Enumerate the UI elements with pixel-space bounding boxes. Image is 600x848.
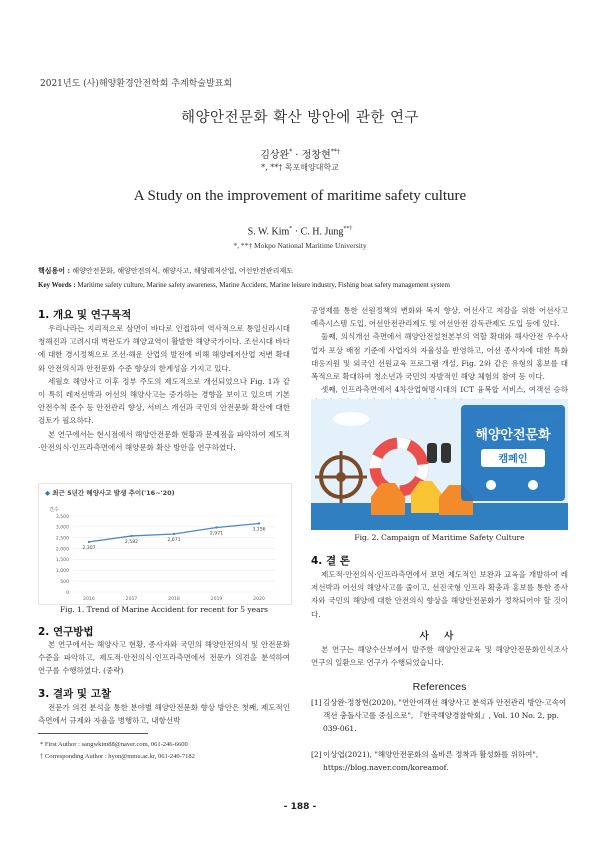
paragraph: 세월호 해양사고 이후 정부 주도의 제도적으로 개선되었으나 Fig. 1과 같이 특히 레저선박과 어선의 해양사고는 증가하는 경향을 보이고 있으며 기본안전수칙 준수 등 안전관리 향상, 서비스 개선과 국민의 안전문화 확산에 대한 검토가 필요하다. [38, 376, 290, 426]
author-1-en: S. W. Kim [247, 226, 290, 238]
y-tick-label: 2,000 [55, 547, 69, 553]
section-3-heading: 3. 결과 및 고찰 [38, 688, 111, 700]
acknowledgement-body [311, 643, 568, 669]
reference-item [311, 696, 568, 735]
life-jacket-icon [371, 481, 473, 515]
keywords-ko [38, 266, 293, 276]
banner-subtitle: 캠페인 [498, 454, 528, 465]
y-tick-label: 2,500 [55, 536, 69, 542]
section-1-heading: 1. 개요 및 연구목적 [38, 309, 132, 321]
paragraph: 공영제를 통한 선원정책의 변화와 복지 향상, 어선사고 저감을 위한 어선사고 예측시스템 도입, 어선안전관리제도 및 어선안전 감독관제도 도입 등에 있다. [311, 306, 568, 329]
acknowledgement-heading: 사 사 [419, 631, 460, 642]
paragraph: 본 연구에서는 현시점에서 해양안전문화 현황과 문제점을 파악하여 제도적·안전의식·인프라측면에서 해양문화 확산 방안을 연구하였다. [38, 429, 290, 452]
keywords-en-label: Key Words : [38, 281, 76, 289]
data-label: 2,582 [124, 539, 139, 545]
banner-title: 해양안전문화 [475, 428, 551, 443]
reference-text: 김상완·정창현(2020), "연안여객선 해양사고 분석과 안전관리 방안-고속여객선 충돌사고를 중심으로", 『한국해양경찰학회』, Vol. 10 No. 2, pp. 039-061. [323, 698, 567, 733]
y-tick-label: 0 [66, 590, 69, 596]
figure-1-caption: Fig. 1. Trend of Marine Accident for recent for 5 years [59, 605, 269, 614]
footnote-first-author: * First Author : sangwkim88@naver.com, 061-246-6600 [40, 741, 188, 748]
line-chart-svg [39, 484, 291, 604]
x-tick-label: 2016 [83, 597, 95, 602]
korean-title: 해양안전문화 확산 방안에 관한 연구 [180, 110, 420, 126]
section-3-body [38, 701, 290, 727]
ministry-logo-icon [486, 480, 496, 490]
reference-number: [2] [311, 750, 322, 759]
korean-authors [0, 146, 600, 161]
author-2: 정창현 [301, 150, 331, 161]
data-point [258, 522, 260, 524]
y-tick-label: 3,000 [55, 525, 69, 531]
data-label: 2,671 [167, 538, 181, 544]
figure-1-chart [38, 483, 292, 605]
data-point [130, 535, 132, 537]
data-point [173, 533, 175, 535]
paragraph: 셋째, 인프라측면에서 4차산업혁명시대의 ICT 융복합 서비스, 여객선 승하 [321, 385, 568, 395]
reference-text: 이상엽(2021), "해양안전문화의 올바른 정착과 활성화를 위하여", https://blog.naver.com/koreamof. [323, 750, 539, 772]
section-3-body-continued [311, 304, 568, 410]
english-authors [0, 226, 600, 237]
keywords-en-text: Maritime safety culture, Marine safety awareness, Marine Accident, Marine leisure industry, Fishing boat safety management system [77, 281, 450, 289]
figure-2-caption: Fig. 2. Campaign of Maritime Safety Culture [354, 533, 525, 542]
bullet-icon: ◆ [45, 489, 50, 497]
y-tick-label: 500 [60, 579, 69, 585]
english-title: A Study on the improvement of maritime safety culture [133, 188, 467, 204]
paragraph: 둘째, 의식개선 측면에서 해양안전설천본부의 역할 확대와 해사안전 우수사업자 포상 배점 기준에 사업자의 자율성을 반영하고, 어선 종사자에 대한 특화 대응지원 및 외국인 선원교육 프로그램 개설, Fig. 2와 같은 유형의 홍보를 대폭적으로 확대하여 청소년과 국민의 자발적인 해양 체험의 참여 등 이다. [311, 332, 568, 382]
reference-number: [1] [311, 698, 322, 707]
author-2-en-mark: **† [343, 226, 353, 232]
x-tick-label: 2018 [168, 597, 180, 602]
data-label: 3,156 [252, 527, 266, 533]
footnote-corresponding: † Corresponding Author : hyon@mmu.ac.kr, 061-240-7182 [40, 753, 195, 760]
x-tick-label: 2020 [253, 597, 265, 602]
keywords-ko-text: 해양안전문화, 해양안전의식, 해양사고, 해양레저산업, 어선안전관리제도 [72, 267, 293, 275]
x-tick-label: 2017 [125, 597, 138, 602]
data-label: 2,307 [82, 545, 96, 551]
author-2-mark: **† [330, 148, 340, 156]
campaign-illustration [311, 399, 568, 530]
page-number: - 188 - [283, 802, 317, 812]
author-1: 김상완 [260, 150, 290, 161]
conference-header: 2021년도 (사)해양환경안전학회 추계학술발표회 [40, 79, 233, 89]
data-point [215, 526, 217, 528]
figure-2-campaign-banner [311, 399, 568, 530]
y-tick-label: 1,000 [55, 569, 69, 575]
section-2-body [38, 638, 290, 678]
chart-inset-title-text: 최근 5년간 해양사고 발생 추이('16~'20) [52, 489, 175, 497]
author-1-en-mark: * [289, 226, 293, 232]
author-1-mark: * [289, 148, 293, 156]
keywords-ko-label: 핵심용어 : [38, 266, 71, 275]
y-tick-label: 3,500 [55, 514, 69, 520]
author-sep: · [292, 150, 302, 161]
x-tick-label: 2019 [210, 597, 223, 602]
paragraph: 본 연구에서는 해양사고 현황, 종사자와 국민의 해양안전의식 및 안전문화 수준을 파악하고, 제도적·안전의식·인프라측면에서 전문가 의견을 분석하여 연구를 수행하였다. (중략) [38, 640, 290, 676]
korean-affiliation: *, **† 목포해양대학교 [261, 163, 339, 172]
y-tick-label: 1,500 [55, 558, 69, 564]
paragraph: 제도적·안전의식·인프라측면에서 보면 제도적인 보완과 교육을 개발하여 레저선박과 어선의 해양사고를 줄이고, 선진국형 인프라 확충과 홍보를 통한 종사자와 국민의 해양에 대한 안전의식 향상을 해양안전문화가 정착되어야 할 것이다. [311, 570, 568, 619]
data-label: 2,971 [209, 531, 224, 537]
paragraph: 우리나라는 지리적으로 삼면이 바다로 인접하여 역사적으로 통일신라시대 청해진과 고려시대 벽란도가 해양교역이 활발한 해양국가이다. 조선시대 바다에 대한 경시정책으로 조선·해운 산업의 발전에 비해 해양레저산업 저변 확대와 안전의식과 안전문화 수준 향상의 한계성을 가지고 있다. [38, 324, 290, 373]
references-heading: References [412, 681, 467, 693]
y-unit-label: 건수 [49, 507, 59, 513]
agency-logo-icon [528, 480, 538, 490]
reference-item [311, 748, 568, 774]
section-1-body [38, 322, 290, 454]
data-point [88, 541, 90, 543]
author-en-sep: · [292, 226, 301, 238]
paragraph: 본 연구는 해양수산부에서 발주한 해양안전교육 및 해양안전문화인식조사 연구의 일환으로 연구가 수행되었습니다. [311, 645, 568, 668]
section-4-heading: 4. 결 론 [311, 555, 350, 567]
english-affiliation: *, **† Mokpo National Maritime University [233, 241, 367, 250]
section-2-heading: 2. 연구방법 [38, 626, 94, 638]
footnote-rule [38, 733, 148, 734]
section-4-body [311, 568, 568, 621]
paragraph: 전문가 의견 분석을 통한 분야별 해양안전문화 향상 방안은 첫째, 제도적인 측면에서 규제와 자율을 병행하고, 내항선박 [38, 703, 290, 726]
keywords-en [38, 280, 450, 290]
author-2-en: C. H. Jung [300, 226, 344, 238]
